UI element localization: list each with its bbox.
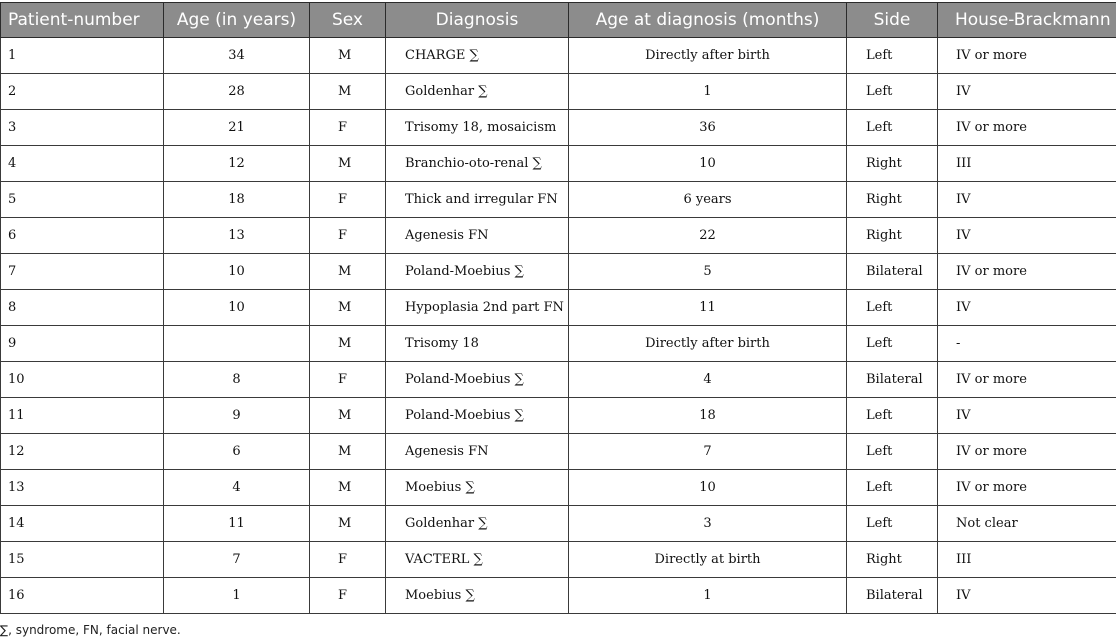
cell-sex: M	[310, 38, 386, 74]
cell-house-brackmann: III	[938, 146, 1116, 182]
cell-sex: F	[310, 182, 386, 218]
cell-side: Left	[847, 38, 938, 74]
cell-diagnosis: Moebius ∑	[386, 578, 569, 614]
cell-sex: M	[310, 290, 386, 326]
cell-house-brackmann: -	[938, 326, 1116, 362]
cell-age-at-diagnosis: 36	[569, 110, 847, 146]
table-row	[1, 182, 1116, 218]
cell-house-brackmann: IV	[938, 218, 1116, 254]
cell-age: 28	[164, 74, 310, 110]
header-house-brackmann: House-Brackmann	[938, 3, 1116, 38]
cell-side: Bilateral	[847, 578, 938, 614]
cell-patient-number: 8	[1, 290, 164, 326]
header-age: Age (in years)	[164, 3, 310, 38]
cell-patient-number: 10	[1, 362, 164, 398]
cell-patient-number: 3	[1, 110, 164, 146]
cell-patient-number: 13	[1, 470, 164, 506]
table-row	[1, 290, 1116, 326]
cell-patient-number: 7	[1, 254, 164, 290]
cell-age-at-diagnosis: Directly at birth	[569, 542, 847, 578]
cell-house-brackmann: IV	[938, 398, 1116, 434]
cell-age: 12	[164, 146, 310, 182]
table-row	[1, 578, 1116, 614]
cell-side: Left	[847, 470, 938, 506]
cell-patient-number: 14	[1, 506, 164, 542]
cell-sex: F	[310, 218, 386, 254]
cell-age: 8	[164, 362, 310, 398]
cell-side: Left	[847, 506, 938, 542]
cell-diagnosis: Moebius ∑	[386, 470, 569, 506]
cell-patient-number: 15	[1, 542, 164, 578]
cell-diagnosis: Trisomy 18, mosaicism	[386, 110, 569, 146]
cell-side: Left	[847, 398, 938, 434]
cell-age-at-diagnosis: 11	[569, 290, 847, 326]
cell-sex: M	[310, 398, 386, 434]
cell-sex: M	[310, 146, 386, 182]
cell-house-brackmann: IV or more	[938, 362, 1116, 398]
cell-age-at-diagnosis: 7	[569, 434, 847, 470]
cell-age: 18	[164, 182, 310, 218]
cell-side: Bilateral	[847, 254, 938, 290]
cell-house-brackmann: IV	[938, 290, 1116, 326]
cell-sex: F	[310, 362, 386, 398]
cell-diagnosis: Trisomy 18	[386, 326, 569, 362]
cell-diagnosis: Thick and irregular FN	[386, 182, 569, 218]
cell-patient-number: 9	[1, 326, 164, 362]
header-diagnosis: Diagnosis	[386, 3, 569, 38]
cell-side: Right	[847, 542, 938, 578]
cell-age: 9	[164, 398, 310, 434]
cell-side: Left	[847, 434, 938, 470]
cell-house-brackmann: Not clear	[938, 506, 1116, 542]
cell-diagnosis: Poland-Moebius ∑	[386, 254, 569, 290]
cell-patient-number: 2	[1, 74, 164, 110]
cell-diagnosis: VACTERL ∑	[386, 542, 569, 578]
cell-side: Left	[847, 326, 938, 362]
header-sex: Sex	[310, 3, 386, 38]
cell-house-brackmann: IV	[938, 74, 1116, 110]
cell-sex: M	[310, 254, 386, 290]
cell-age-at-diagnosis: 3	[569, 506, 847, 542]
cell-diagnosis: Agenesis FN	[386, 434, 569, 470]
cell-age: 7	[164, 542, 310, 578]
cell-age-at-diagnosis: 22	[569, 218, 847, 254]
cell-house-brackmann: IV	[938, 182, 1116, 218]
table-row	[1, 398, 1116, 434]
cell-sex: F	[310, 578, 386, 614]
table-row	[1, 110, 1116, 146]
cell-age-at-diagnosis: 4	[569, 362, 847, 398]
cell-sex: M	[310, 74, 386, 110]
cell-diagnosis: Branchio-oto-renal ∑	[386, 146, 569, 182]
cell-age-at-diagnosis: 1	[569, 74, 847, 110]
cell-age: 34	[164, 38, 310, 74]
cell-patient-number: 16	[1, 578, 164, 614]
table-row	[1, 74, 1116, 110]
cell-patient-number: 12	[1, 434, 164, 470]
cell-diagnosis: Goldenhar ∑	[386, 74, 569, 110]
cell-house-brackmann: IV or more	[938, 470, 1116, 506]
cell-side: Left	[847, 290, 938, 326]
table-row	[1, 218, 1116, 254]
table-header	[1, 3, 1116, 38]
cell-patient-number: 5	[1, 182, 164, 218]
cell-age-at-diagnosis: 18	[569, 398, 847, 434]
cell-patient-number: 6	[1, 218, 164, 254]
cell-house-brackmann: IV or more	[938, 254, 1116, 290]
cell-side: Left	[847, 74, 938, 110]
cell-sex: F	[310, 110, 386, 146]
cell-age: 21	[164, 110, 310, 146]
cell-age-at-diagnosis: 10	[569, 146, 847, 182]
cell-house-brackmann: III	[938, 542, 1116, 578]
cell-sex: M	[310, 506, 386, 542]
cell-house-brackmann: IV or more	[938, 110, 1116, 146]
cell-age: 1	[164, 578, 310, 614]
cell-sex: M	[310, 434, 386, 470]
cell-age: 13	[164, 218, 310, 254]
header-patient-number: Patient-number	[1, 3, 164, 38]
header-row	[1, 3, 1116, 38]
table-body	[1, 38, 1116, 614]
header-side: Side	[847, 3, 938, 38]
cell-age-at-diagnosis: 10	[569, 470, 847, 506]
cell-age: 11	[164, 506, 310, 542]
cell-house-brackmann: IV or more	[938, 434, 1116, 470]
cell-side: Right	[847, 218, 938, 254]
table-row	[1, 362, 1116, 398]
cell-age: 10	[164, 290, 310, 326]
cell-age-at-diagnosis: Directly after birth	[569, 38, 847, 74]
table-row	[1, 38, 1116, 74]
patient-table	[0, 2, 1116, 614]
table-row	[1, 146, 1116, 182]
cell-age-at-diagnosis: 6 years	[569, 182, 847, 218]
cell-age	[164, 326, 310, 362]
cell-patient-number: 11	[1, 398, 164, 434]
cell-side: Right	[847, 146, 938, 182]
cell-house-brackmann: IV	[938, 578, 1116, 614]
cell-diagnosis: CHARGE ∑	[386, 38, 569, 74]
cell-house-brackmann: IV or more	[938, 38, 1116, 74]
table-row	[1, 506, 1116, 542]
table-row	[1, 542, 1116, 578]
cell-diagnosis: Agenesis FN	[386, 218, 569, 254]
cell-side: Right	[847, 182, 938, 218]
cell-side: Bilateral	[847, 362, 938, 398]
header-age-at-diagnosis: Age at diagnosis (months)	[569, 3, 847, 38]
cell-patient-number: 4	[1, 146, 164, 182]
cell-side: Left	[847, 110, 938, 146]
table-footnote: ∑, syndrome, FN, facial nerve.	[0, 623, 181, 637]
cell-patient-number: 1	[1, 38, 164, 74]
cell-age: 6	[164, 434, 310, 470]
table-row	[1, 326, 1116, 362]
cell-sex: F	[310, 542, 386, 578]
cell-age-at-diagnosis: Directly after birth	[569, 326, 847, 362]
table-row	[1, 254, 1116, 290]
table-row	[1, 470, 1116, 506]
cell-age-at-diagnosis: 1	[569, 578, 847, 614]
cell-age: 4	[164, 470, 310, 506]
cell-sex: M	[310, 470, 386, 506]
cell-sex: M	[310, 326, 386, 362]
table-row	[1, 434, 1116, 470]
cell-diagnosis: Goldenhar ∑	[386, 506, 569, 542]
cell-diagnosis: Hypoplasia 2nd part FN	[386, 290, 569, 326]
cell-diagnosis: Poland-Moebius ∑	[386, 398, 569, 434]
cell-age-at-diagnosis: 5	[569, 254, 847, 290]
cell-age: 10	[164, 254, 310, 290]
cell-diagnosis: Poland-Moebius ∑	[386, 362, 569, 398]
